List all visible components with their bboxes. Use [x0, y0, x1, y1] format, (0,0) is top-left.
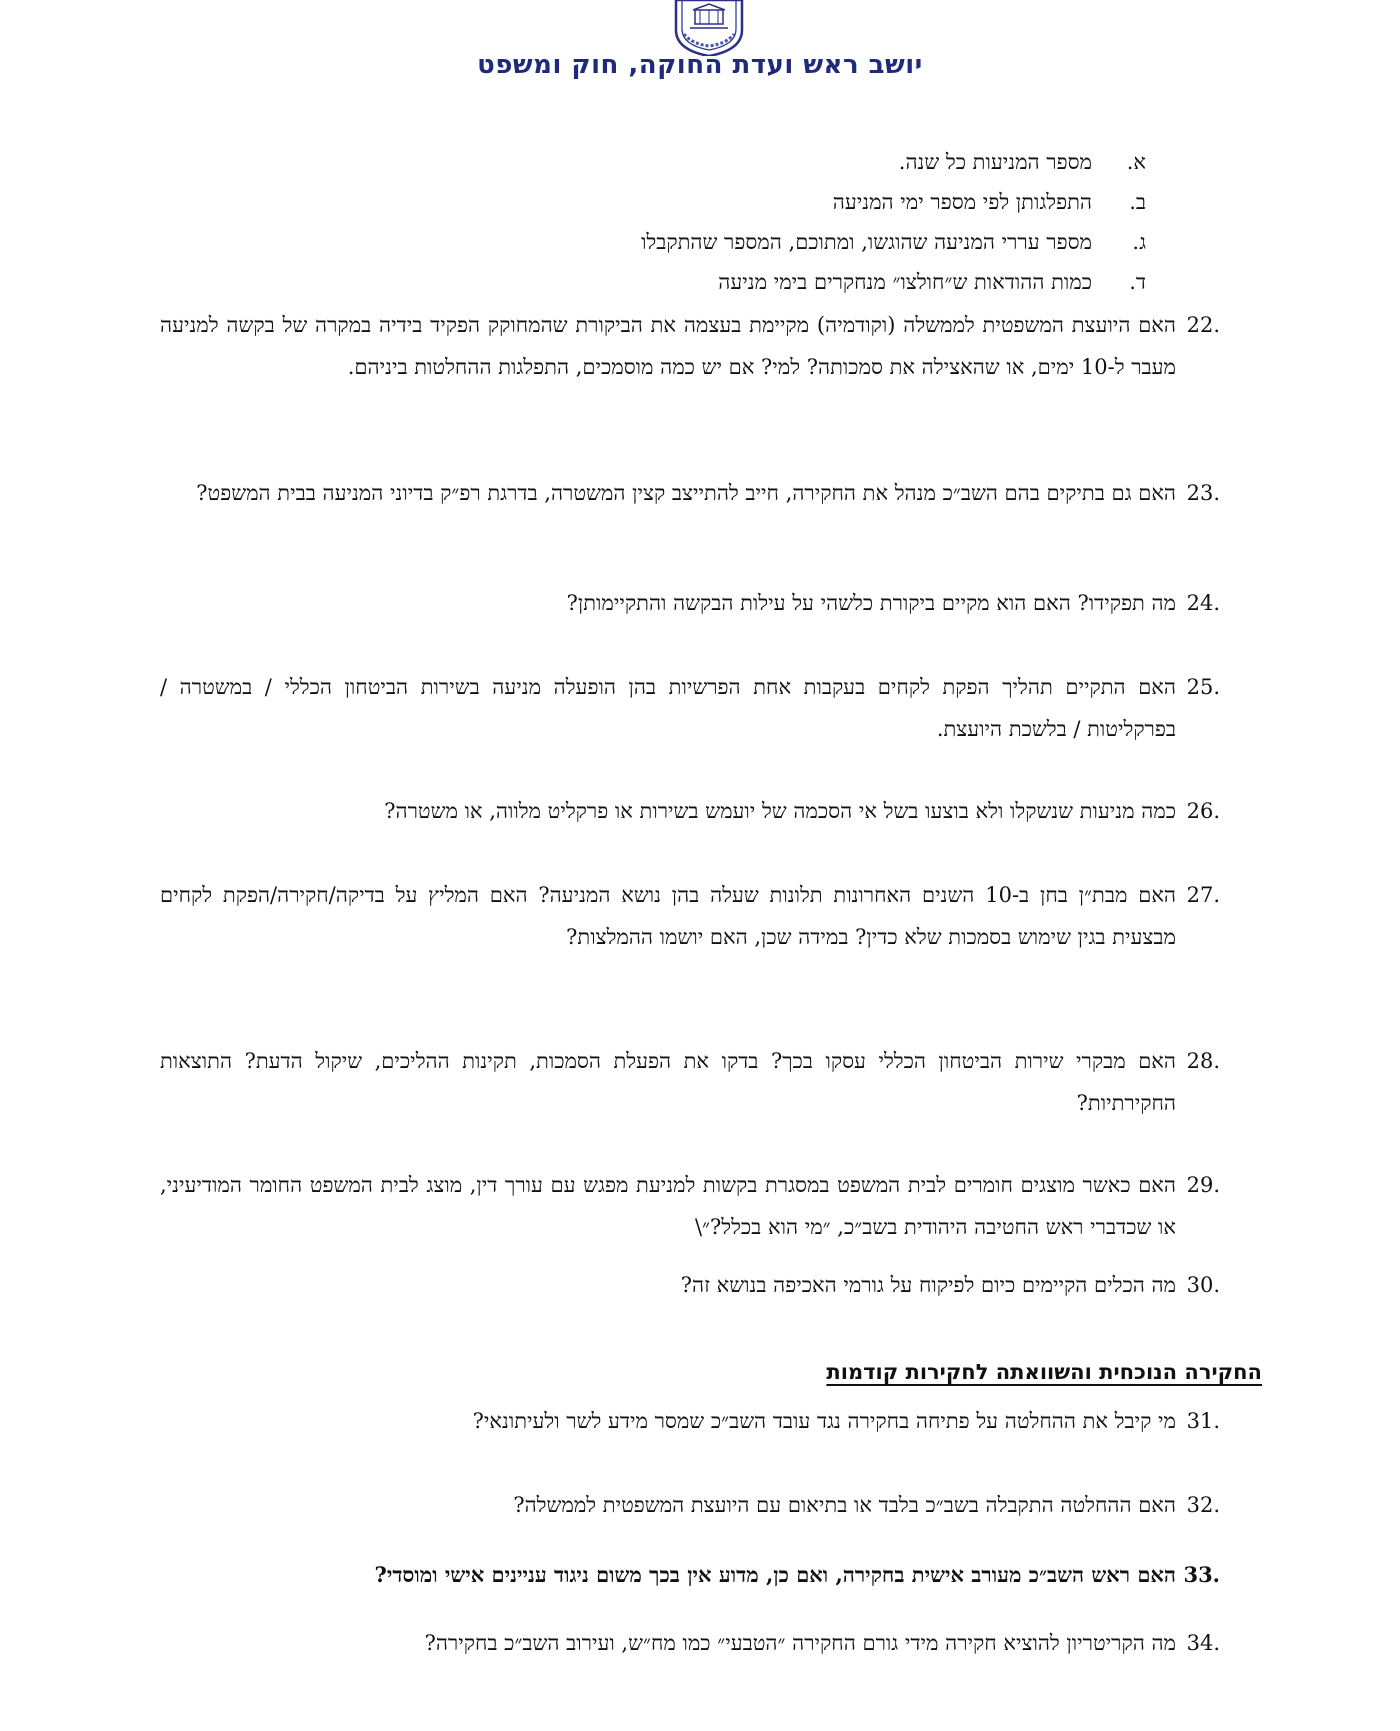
question-number: 32.: [1186, 1493, 1220, 1517]
question-number: 34.: [1186, 1631, 1220, 1655]
question-text: מה תפקידו? האם הוא מקיים ביקורת כלשהי על עילות הבקשה והתקיימותן?: [566, 591, 1176, 615]
list-item: [0, 142, 1400, 182]
question-number: 24.: [1186, 591, 1220, 615]
question-number: 30.: [1186, 1273, 1220, 1297]
question-text: האם ראש השב״כ מעורב אישית בחקירה, ואם כן, מדוע אין בכך משום ניגוד עניינים אישי ומוסדי?: [374, 1562, 1176, 1587]
question-text: האם התקיים תהליך הפקת לקחים בעקבות אחת הפרשיות בהן הופעלה מניעה בשירות הביטחון הכללי / במשטרה / בפרקליטות / בלשכת היועצת.: [160, 675, 1176, 741]
question-text: האם ההחלטה התקבלה בשב״כ בלבד או בתיאום עם היועצת המשפטית לממשלה?: [513, 1493, 1176, 1517]
question-text: האם היועצת המשפטית לממשלה (וקודמיה) מקיימת בעצמה את הביקורת שהמחוקק הפקיד בידיה במקרה של בקשה למניעה מעבר ל-10 ימים, או שהאצילה את סמכותה? למי? אם יש כמה מוסמכים, התפלגות ההחלטות ביניהם.: [160, 313, 1176, 379]
question-text: האם מבת״ן בחן ב-10 השנים האחרונות תלונות שעלה בהן נושא המניעה? האם המליץ על בדיקה/חקירה/הפקת לקחים מבצעית בגין שימוש בסמכות שלא כדין? במידה שכן, האם יושמו ההמלצות?: [160, 883, 1177, 949]
list-item-marker: ב.: [1129, 190, 1146, 214]
question-number: 26.: [1186, 799, 1220, 823]
question-text: מה הקריטריון להוציא חקירה מידי גורם החקירה ״הטבעי״ כמו מח״ש, ועירוב השב״כ בחקירה?: [424, 1631, 1176, 1655]
question-text: כמה מניעות שנשקלו ולא בוצעו בשל אי הסכמה של יועמש בשירות או פרקליט מלווה, או משטרה?: [384, 799, 1176, 823]
list-item-text: התפלגותן לפי מספר ימי המניעה: [832, 190, 1092, 214]
list-item-marker: א.: [1126, 150, 1146, 174]
list-item-text: מספר עררי המניעה שהוגשו, ומתוכם, המספר שהתקבלו: [641, 230, 1092, 254]
list-item: [0, 262, 1400, 302]
list-item: [0, 182, 1400, 222]
list-item-text: כמות ההודאות ש״חולצו״ מנחקרים בימי מניעה: [718, 270, 1092, 294]
question-text: האם גם בתיקים בהם השב״כ מנהל את החקירה, חייב להתייצב קצין המשטרה, בדרגת רפ״ק בדיוני המניעה בבית המשפט?: [196, 481, 1176, 505]
question-number: 28.: [1186, 1049, 1220, 1073]
list-item-marker: ד.: [1129, 270, 1146, 294]
knesset-emblem-icon: [662, 0, 756, 56]
question-number: 31.: [1186, 1409, 1220, 1433]
question-text: האם מבקרי שירות הביטחון הכללי עסקו בכך? בדקו את הפעלת הסמכות, תקינות ההליכים, שיקול הדעת? התוצאות החקירתיות?: [160, 1049, 1176, 1115]
question-text: האם כאשר מוצגים חומרים לבית המשפט במסגרת בקשות למניעת מפגש עם עורך דין, מוצג לבית המשפט החומר המודיעיני, או שכדברי ראש החטיבה היהודית בשב״כ, ״מי הוא בכלל?״\: [160, 1173, 1176, 1239]
question-number: 33.: [1183, 1562, 1220, 1587]
section-heading: החקירה הנוכחית והשוואתה לחקירות קודמות: [826, 1360, 1262, 1384]
list-item: [0, 222, 1400, 262]
question-number: 27.: [1186, 883, 1220, 907]
question-number: 22.: [1186, 313, 1220, 337]
list-item-marker: ג.: [1132, 230, 1146, 254]
question-text: מי קיבל את ההחלטה על פתיחה בחקירה נגד עובד השב״כ שמסר מידע לשר ולעיתונאי?: [472, 1409, 1176, 1433]
question-number: 23.: [1186, 481, 1220, 505]
question-number: 29.: [1186, 1173, 1220, 1197]
list-item-text: מספר המניעות כל שנה.: [898, 150, 1092, 174]
page-header-title: יושב ראש ועדת החוקה, חוק ומשפט: [477, 50, 923, 80]
question-text: מה הכלים הקיימים כיום לפיקוח על גורמי האכיפה בנושא זה?: [680, 1273, 1176, 1297]
question-number: 25.: [1186, 675, 1220, 699]
